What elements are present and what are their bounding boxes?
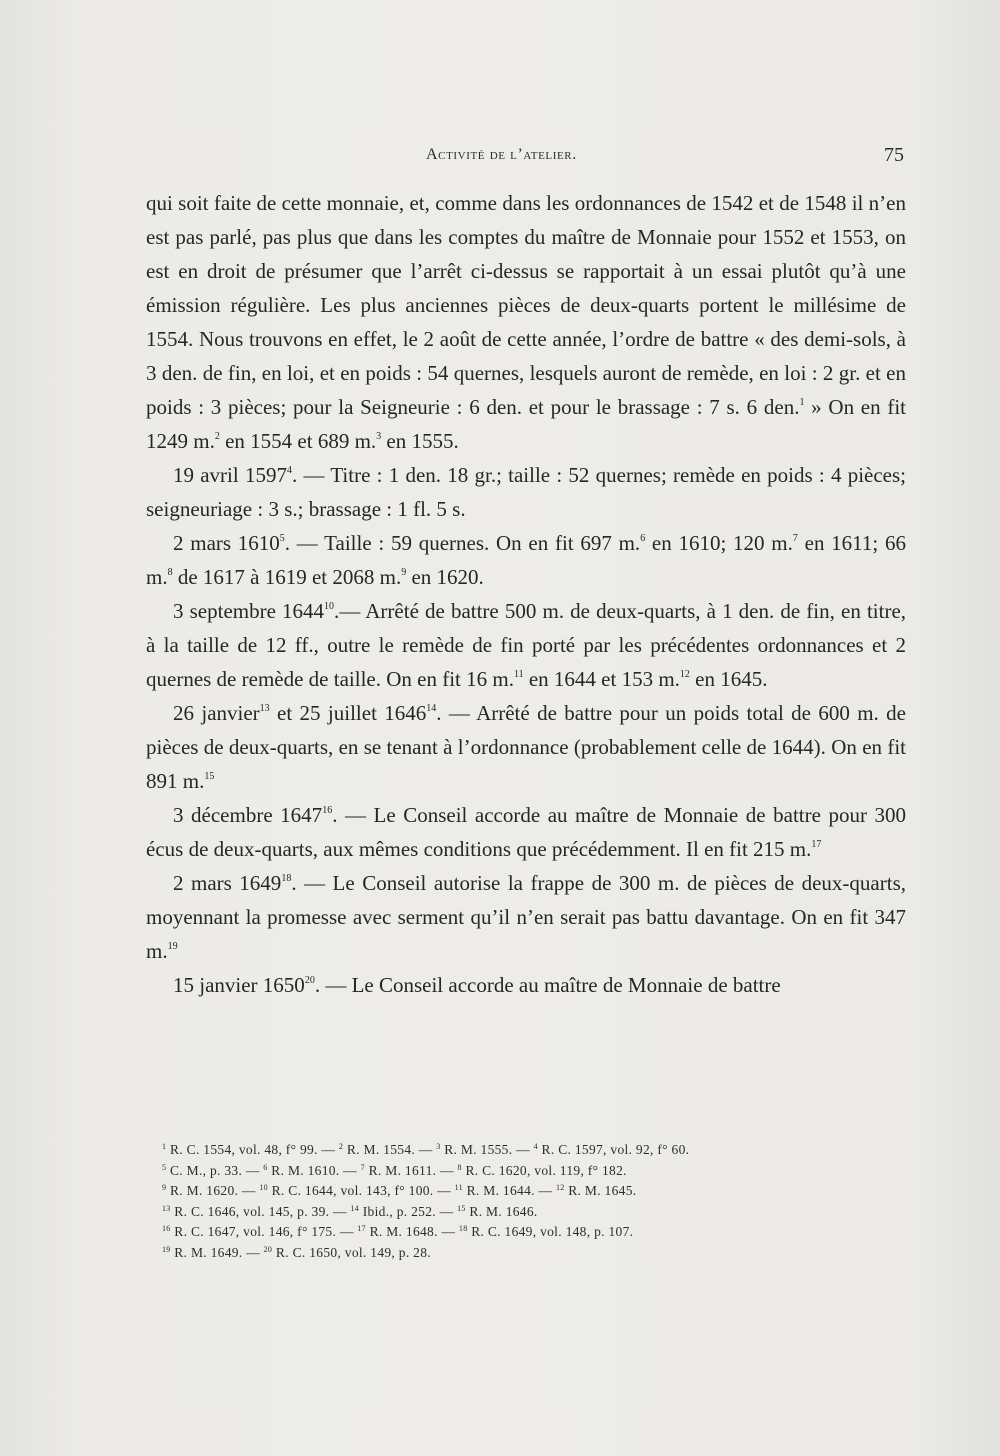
- footnote-ref: 14: [426, 703, 437, 714]
- text-run: R. M. 1554. —: [343, 1142, 437, 1157]
- footnote-ref: 9: [401, 567, 407, 578]
- text-run: 2 mars 1649: [173, 871, 282, 895]
- paragraph: [146, 968, 906, 1002]
- text-run: et 25 juillet 1646: [269, 701, 427, 725]
- text-run: 15 janvier 1650: [173, 973, 305, 997]
- text-run: R. M. 1644. —: [462, 1183, 556, 1199]
- footnote-ref: 4: [286, 465, 292, 476]
- footnote-line: [162, 1181, 902, 1202]
- running-head: [146, 146, 906, 172]
- footnote-ref: 5: [279, 533, 285, 544]
- paragraph: [146, 458, 906, 526]
- footnotes: [162, 1140, 902, 1264]
- text-run: R. C. 1597, vol. 92, f° 60.: [537, 1142, 690, 1157]
- footnote-ref: 7: [360, 1162, 365, 1172]
- text-run: . — Titre : 1 den. 18 gr.; taille : 52 quernes; remède en poids : 4 pièces; seigneuriage : 3 s.; brassage : 1 fl. 5 s.: [146, 463, 907, 521]
- text-run: » On en fit 1249 m.: [146, 395, 906, 453]
- paragraph: [146, 594, 906, 696]
- footnote-ref: 6: [640, 533, 646, 544]
- footnote-ref: 17: [811, 839, 822, 850]
- footnote-ref: 9: [162, 1183, 167, 1193]
- text-run: 2 mars 1610: [173, 531, 280, 555]
- footnote-ref: 16: [322, 805, 333, 816]
- footnote-ref: 20: [304, 975, 315, 986]
- text-run: R. C. 1646, vol. 145, p. 39. —: [170, 1203, 351, 1219]
- footnote-ref: 2: [338, 1142, 344, 1151]
- footnote-ref: 8: [457, 1162, 462, 1172]
- paragraph: [146, 526, 906, 594]
- text-run: en 1645.: [689, 667, 768, 691]
- text-run: 3 septembre 1644: [173, 599, 325, 623]
- body-text: [146, 186, 906, 1002]
- footnote-ref: 13: [259, 703, 270, 714]
- footnote-line: [162, 1243, 902, 1264]
- footnote-ref: 19: [162, 1244, 171, 1254]
- footnote-line: [162, 1140, 902, 1161]
- footnote-ref: 2: [214, 431, 220, 442]
- text-run: 19 avril 1597: [173, 463, 287, 487]
- text-run: en 1644 et 153 m.: [523, 667, 680, 691]
- text-run: en 1610; 120 m.: [645, 531, 793, 555]
- text-run: 3 décembre 1647: [173, 803, 323, 827]
- footnote-ref: 17: [357, 1224, 366, 1234]
- text-run: . — Le Conseil accorde au maître de Monnaie de battre pour 300 écus de deux-quarts, aux mêmes conditions que précédemment. Il en fit 215 m.: [146, 803, 906, 861]
- footnote-line: [162, 1222, 902, 1243]
- text-run: R. M. 1620. —: [166, 1183, 260, 1199]
- footnote-ref: 20: [263, 1244, 273, 1254]
- text-run: C. M., p. 33. —: [166, 1162, 264, 1178]
- text-run: en 1611; 66 m.: [146, 531, 906, 589]
- text-run: R. C. 1647, vol. 146, f° 175. —: [170, 1224, 358, 1240]
- footnote-ref: 11: [513, 669, 524, 680]
- text-run: R. M. 1555. —: [440, 1142, 534, 1157]
- footnote-ref: 3: [376, 431, 382, 442]
- text-run: 26 janvier: [173, 701, 260, 725]
- text-run: en 1620.: [406, 565, 484, 589]
- paragraph: [146, 798, 906, 866]
- text-run: R. C. 1554, vol. 48, f° 99. —: [166, 1142, 339, 1157]
- text-run: en 1554 et 689 m.: [219, 429, 377, 453]
- footnote-ref: 15: [457, 1203, 466, 1213]
- text-run: R. M. 1611. —: [364, 1162, 458, 1178]
- text-run: R. M. 1646.: [465, 1203, 538, 1219]
- footnote-ref: 16: [162, 1224, 171, 1234]
- text-run: R. M. 1645.: [564, 1183, 637, 1199]
- text-run: . — Le Conseil accorde au maître de Monnaie de battre: [314, 973, 781, 997]
- text-run: R. M. 1649. —: [170, 1244, 264, 1260]
- footnote-ref: 8: [167, 567, 173, 578]
- text-run: R. C. 1644, vol. 143, f° 100. —: [267, 1183, 455, 1199]
- footnote-ref: 10: [324, 601, 335, 612]
- footnote-ref: 4: [533, 1142, 538, 1151]
- text-run: . — Arrêté de battre pour un poids total de 600 m. de pièces de deux-quarts, en se tenant à l’ordonnance (probablement celle de 1644). On en fit 891 m.: [146, 701, 906, 793]
- footnote-ref: 5: [162, 1162, 167, 1172]
- footnote-ref: 3: [436, 1142, 441, 1151]
- footnote-ref: 19: [167, 941, 178, 952]
- footnote-ref: 11: [454, 1183, 463, 1193]
- text-run: qui soit faite de cette monnaie, et, comme dans les ordonnances de 1542 et de 1548 il n’en est pas parlé, pas plus que dans les comptes du maître de Monnaie pour 1552 et 1553, on est en droit de présumer que l’arrêt ci-dessus se rapportait à un essai plutôt qu’à une émission régulière. Les plus anciennes pièces de deux-quarts portent le millésime de 1554. Nous trouvons en effet, le 2 août de cette année, l’ordre de battre « des demi-sols, à 3 den. de fin, en loi, et en poids : 54 quernes, lesquels auront de remède, en loi : 2 gr. et en poids : 3 pièces; pour la Seigneurie : 6 den. et pour le brassage : 7 s. 6 den.: [146, 191, 906, 419]
- footnote-ref: 18: [458, 1224, 468, 1234]
- text-run: R. C. 1649, vol. 148, p. 107.: [467, 1224, 634, 1240]
- text-run: .— Arrêté de battre 500 m. de deux-quarts, à 1 den. de fin, en titre, à la taille de 12 ff., outre le remède de fin porté par les précédentes ordonnances et 2 quernes de remède de taille. On en fit 16 m.: [146, 599, 907, 691]
- footnote-line: [162, 1161, 902, 1182]
- running-title: Activité de l’atelier.: [426, 146, 577, 163]
- footnote-line: [162, 1202, 902, 1223]
- text-run: Ibid., p. 252. —: [359, 1203, 458, 1219]
- footnote-ref: 6: [263, 1162, 268, 1172]
- footnote-ref: 1: [799, 397, 805, 408]
- footnote-ref: 12: [679, 669, 690, 680]
- footnote-ref: 7: [792, 533, 798, 544]
- footnote-ref: 15: [204, 771, 215, 782]
- footnote-ref: 12: [555, 1183, 565, 1193]
- text-run: R. M. 1610. —: [267, 1162, 361, 1178]
- footnote-ref: 14: [350, 1203, 360, 1213]
- page-number: 75: [884, 144, 904, 166]
- paragraph: [146, 866, 906, 968]
- text-run: R. C. 1620, vol. 119, f° 182.: [461, 1162, 627, 1178]
- text-run: de 1617 à 1619 et 2068 m.: [172, 565, 402, 589]
- footnote-ref: 18: [281, 873, 292, 884]
- paragraph: [146, 186, 906, 458]
- text-run: . — Le Conseil autorise la frappe de 300 m. de pièces de deux-quarts, moyennant la promesse avec serment qu’il n’en serait pas battu davantage. On en fit 347 m.: [146, 871, 906, 963]
- text-run: . — Taille : 59 quernes. On en fit 697 m.: [284, 531, 641, 555]
- text-run: R. C. 1650, vol. 149, p. 28.: [272, 1244, 431, 1260]
- footnote-ref: 13: [162, 1203, 171, 1213]
- text-run: R. M. 1648. —: [365, 1224, 459, 1240]
- paragraph: [146, 696, 906, 798]
- text-run: en 1555.: [381, 429, 459, 453]
- footnote-ref: 1: [162, 1142, 167, 1151]
- footnote-ref: 10: [259, 1183, 268, 1193]
